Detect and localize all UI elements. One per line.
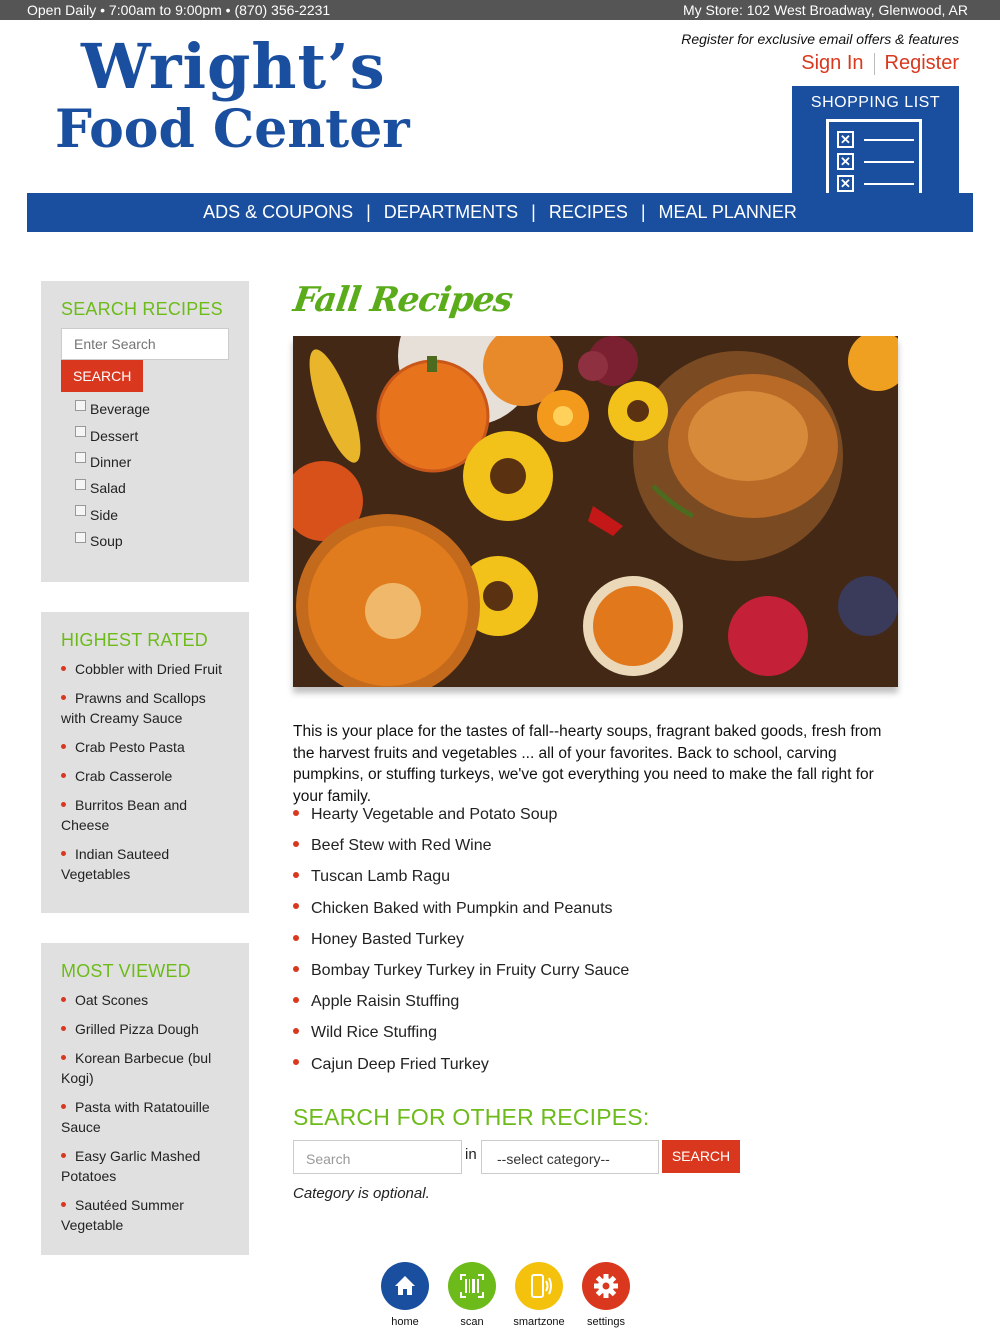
logo-line-1: Wright’s [81, 30, 386, 103]
checkbox[interactable] [75, 505, 86, 516]
main-content [290, 280, 899, 1202]
highest-rated-panel [41, 612, 249, 913]
recipe-link[interactable]: Cajun Deep Fried Turkey [293, 1054, 899, 1085]
in-label: in [465, 1146, 477, 1163]
most-viewed-title: MOST VIEWED [61, 961, 191, 981]
category-select[interactable]: --select category-- [481, 1140, 659, 1174]
page-title: Fall Recipes [290, 280, 515, 320]
list-item[interactable]: Pasta with Ratatouille Sauce [61, 1099, 210, 1135]
checkbox[interactable] [75, 479, 86, 490]
intro-text: This is your place for the tastes of fall--hearty soups, fragrant baked goods, fresh from the harvest fruits and vegetables ... all of your favorites. Back to school, carving pumpkins, or stuffing turkeys, we've got everything you need to make the fall right for your family. [293, 723, 882, 805]
checkbox[interactable] [75, 400, 86, 411]
my-store[interactable]: My Store: 102 West Broadway, Glenwood, AR [682, 2, 968, 18]
category-option[interactable]: Dessert [75, 422, 229, 448]
category-checkboxes [61, 396, 229, 554]
list-item[interactable]: Easy Garlic Mashed Potatoes [61, 1148, 201, 1184]
other-recipes-title: SEARCH FOR OTHER RECIPES: [293, 1104, 650, 1130]
recipe-link[interactable]: Hearty Vegetable and Potato Soup [293, 804, 899, 835]
checkbox[interactable] [75, 426, 86, 437]
recipe-link[interactable]: Wild Rice Stuffing [293, 1022, 899, 1053]
other-recipes-search-row [293, 1140, 899, 1174]
list-item[interactable]: Korean Barbecue (bul Kogi) [61, 1050, 212, 1086]
list-item[interactable]: Crab Pesto Pasta [61, 737, 229, 757]
recipe-link[interactable]: Beef Stew with Red Wine [293, 835, 899, 866]
list-item[interactable]: Grilled Pizza Dough [61, 1019, 229, 1039]
scan-button[interactable]: scan [442, 1262, 502, 1328]
recipe-link[interactable]: Apple Raisin Stuffing [293, 991, 899, 1022]
settings-button[interactable]: settings [576, 1262, 636, 1328]
category-option[interactable]: Soup [75, 528, 229, 554]
register-link[interactable]: Register [884, 52, 959, 74]
category-note: Category is optional. [293, 1185, 430, 1202]
list-item[interactable]: Oat Scones [61, 990, 229, 1010]
other-search-button[interactable]: SEARCH [662, 1140, 740, 1173]
smartzone-button[interactable]: smartzone [509, 1262, 569, 1328]
home-button[interactable]: home [375, 1262, 435, 1328]
logo-line-2: Food Center [55, 99, 410, 160]
list-item[interactable]: Prawns and Scallops with Creamy Sauce [61, 690, 206, 726]
nav-meal-planner[interactable]: MEAL PLANNER [658, 202, 797, 222]
store-logo[interactable] [55, 30, 485, 164]
nav-ads-coupons[interactable]: ADS & COUPONS [203, 202, 354, 222]
checklist-icon: ✕ ✕ ✕ [826, 119, 922, 193]
gear-icon [582, 1262, 630, 1310]
category-option[interactable]: Dinner [75, 449, 229, 475]
recipe-search-input[interactable] [61, 328, 229, 360]
category-option[interactable]: Beverage [75, 396, 229, 422]
search-recipes-title: SEARCH RECIPES [61, 299, 223, 319]
list-item[interactable]: Indian Sauteed Vegetables [61, 846, 170, 882]
checkbox[interactable] [75, 532, 86, 543]
checkbox[interactable] [75, 452, 86, 463]
register-note: Register for exclusive email offers & features [681, 31, 959, 47]
fall-feast-photo [293, 336, 898, 687]
shopping-list-button[interactable] [792, 86, 959, 196]
store-hours: Open Daily • 7:00am to 9:00pm • (870) 356-2231 [27, 2, 331, 18]
account-links [801, 52, 959, 75]
list-item[interactable]: Sautéed Summer Vegetable [61, 1197, 184, 1233]
recipe-link[interactable]: Honey Basted Turkey [293, 929, 899, 960]
category-option[interactable]: Salad [75, 475, 229, 501]
main-nav: ADS & COUPONS | DEPARTMENTS | RECIPES | MEAL PLANNER [27, 193, 973, 232]
bottom-app-nav [375, 1262, 635, 1332]
recipe-search-button[interactable]: SEARCH [61, 360, 143, 392]
nav-recipes[interactable]: RECIPES [548, 202, 628, 222]
search-recipes-panel [41, 281, 249, 582]
most-viewed-panel [41, 943, 249, 1255]
barcode-scan-icon [448, 1262, 496, 1310]
phone-signal-icon [515, 1262, 563, 1310]
fall-recipe-list [293, 804, 899, 1085]
home-icon [381, 1262, 429, 1310]
divider [874, 53, 875, 75]
list-item[interactable]: Cobbler with Dried Fruit [61, 659, 229, 679]
other-search-input[interactable]: Search [293, 1140, 462, 1174]
top-info-bar [0, 0, 1000, 20]
shopping-list-title: SHOPPING LIST [810, 94, 941, 111]
list-item[interactable]: Burritos Bean and Cheese [61, 797, 188, 833]
list-item[interactable]: Crab Casserole [61, 766, 229, 786]
sign-in-link[interactable]: Sign In [801, 52, 864, 74]
recipe-link[interactable]: Bombay Turkey Turkey in Fruity Curry Sauce [293, 960, 899, 991]
highest-rated-title: HIGHEST RATED [61, 630, 208, 650]
recipe-link[interactable]: Tuscan Lamb Ragu [293, 866, 899, 897]
category-option[interactable]: Side [75, 502, 229, 528]
recipe-link[interactable]: Chicken Baked with Pumpkin and Peanuts [293, 898, 899, 929]
nav-departments[interactable]: DEPARTMENTS [383, 202, 519, 222]
